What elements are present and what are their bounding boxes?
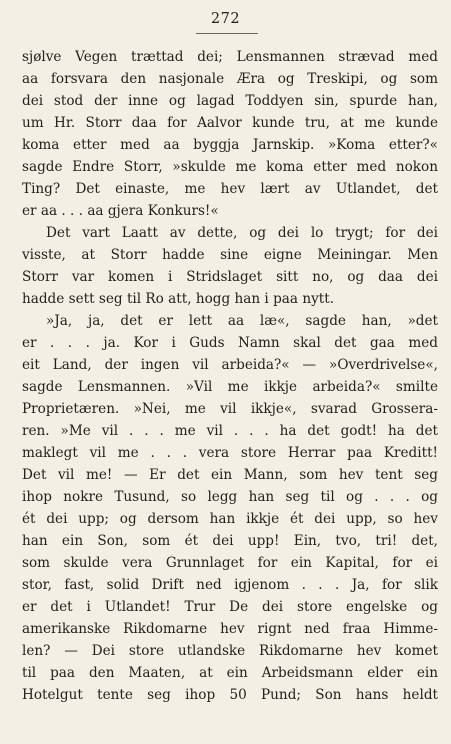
text-line: maklegt vil me . . . vera store Herrar paa Kreditt! — [22, 445, 438, 461]
text-line: er aa . . . aa gjera Konkurs!« — [22, 203, 219, 219]
text-line: sagde Endre Storr, »skulde me koma etter med nokon — [22, 159, 438, 175]
text-line: »Ja, ja, det er lett aa læ«, sagde han, »det — [46, 313, 438, 329]
text-line: sagde Lensmannen. »Vil me ikkje arbeida?« smilte — [22, 379, 438, 395]
text-line: er det i Utlandet! Trur De dei store engelske og — [22, 599, 438, 615]
text-line: aa forsvara den nasjonale Æra og Treskipi, og som — [22, 71, 438, 87]
text-line: som skulde vera Grunnlaget for ein Kapital, for ei — [22, 555, 438, 571]
text-line: eit Land, der ingen vil arbeida?« — »Overdrivelse«, — [22, 357, 438, 373]
text-line: Proprietæren. »Nei, me vil ikkje«, svarad Grossera- — [22, 401, 438, 417]
text-line: Det vil me! — Er det ein Mann, som hev tent seg — [22, 467, 438, 483]
text-line: Det vart Laatt av dette, og dei lo trygt; for dei — [46, 225, 438, 241]
text-line: amerikanske Rikdomarne hev rignt ned fraa Himme- — [22, 621, 438, 637]
text-line: ihop nokre Tusund, so legg han seg til og . . . og — [22, 489, 438, 505]
text-line: han ein Son, som ét dei upp! Ein, tvo, tri! det, — [22, 533, 438, 549]
text-line: Ting? Det einaste, me hev lært av Utlandet, det — [22, 181, 438, 197]
header-rule — [196, 33, 258, 34]
text-line: Storr var komen i Stridslaget sitt no, og daa dei — [22, 269, 438, 285]
text-line: ét dei upp; og dersom han ikkje ét dei upp, so hev — [22, 511, 438, 527]
text-line: Hotelgut tente seg ihop 50 Pund; Son hans heldt — [22, 687, 438, 703]
text-line: ren. »Me vil . . . me vil . . . ha det godt! ha det — [22, 423, 438, 439]
text-line: til paa den Maaten, at ein Arbeidsmann elder ein — [22, 665, 438, 681]
text-line: er . . . ja. Kor i Guds Namn skal det gaa med — [22, 335, 438, 351]
body-text — [22, 46, 438, 706]
text-line: dei stod der inne og lagad Toddyen sin, spurde han, — [22, 93, 438, 109]
text-line: um Hr. Storr daa for Aalvor kunde tru, at me kunde — [22, 115, 438, 131]
text-line: stor, fast, solid Drift ned igjenom . . . Ja, for slik — [22, 577, 438, 593]
text-line: visste, at Storr hadde sine eigne Meiningar. Men — [22, 247, 438, 263]
page-number: 272 — [210, 11, 241, 27]
text-line: hadde sett seg til Ro att, hogg han i paa nytt. — [22, 291, 335, 307]
text-line: len? — Dei store utlandske Rikdomarne hev komet — [22, 643, 438, 659]
text-line: sjølve Vegen trættad dei; Lensmannen strævad med — [22, 49, 438, 65]
text-line: koma etter med aa byggja Jarnskip. »Koma etter?« — [22, 137, 438, 153]
